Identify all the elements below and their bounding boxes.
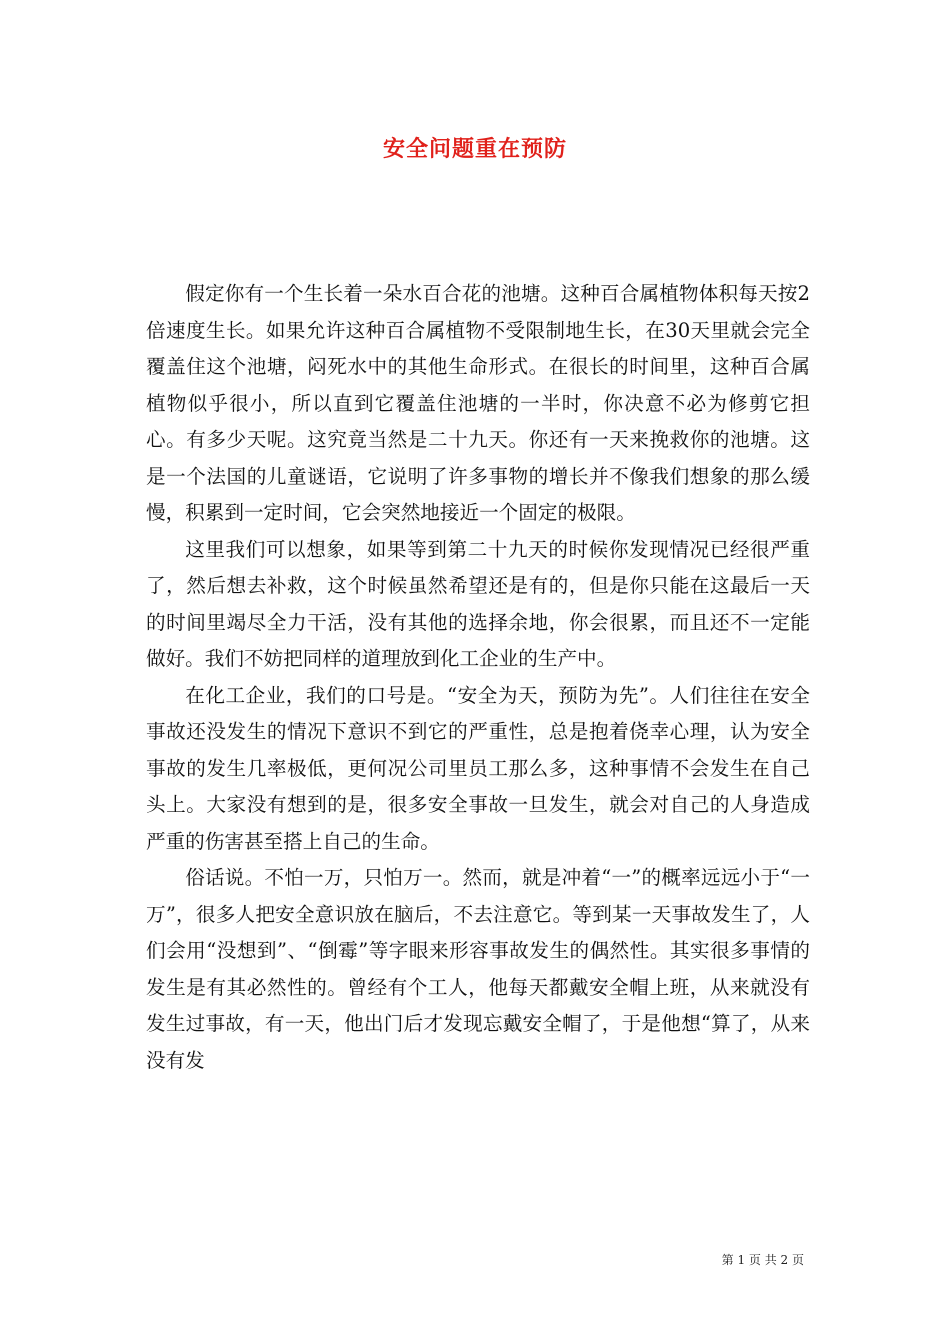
document-body [146,276,810,1079]
paragraph-1: 假定你有一个生长着一朵水百合花的池塘。这种百合属植物体积每天按2倍速度生长。如果允许这种百合属植物不受限制地生长，在30天里就会完全覆盖住这个池塘，闷死水中的其他生命形式。在很长的时间里，这种百合属植物似乎很小，所以直到它覆盖住池塘的一半时，你决意不必为修剪它担心。有多少天呢。这究竟当然是二十九天。你还有一天来挽救你的池塘。这是一个法国的儿童谜语，它说明了许多事物的增长并不像我们想象的那么缓慢，积累到一定时间，它会突然地接近一个固定的极限。 [146,282,810,524]
document-title: 安全问题重在预防 [382,136,567,162]
paragraph-4: 俗话说。不怕一万，只怕万一。然而，就是冲着“一”的概率远远小于“一万”，很多人把安全意识放在脑后，不去注意它。等到某一天事故发生了，人们会用“没想到”、“倒霉”等字眼来形容事故发生的偶然性。其实很多事情的发生是有其必然性的。曾经有个工人，他每天都戴安全帽上班，从来就没有发生过事故，有一天，他出门后才发现忘戴安全帽了，于是他想“算了，从来没有发 [146,866,810,1072]
paragraph-2: 这里我们可以想象，如果等到第二十九天的时候你发现情况已经很严重了，然后想去补救，这个时候虽然希望还是有的，但是你只能在这最后一天的时间里竭尽全力干活，没有其他的选择余地，你会很累，而且还不一定能做好。我们不妨把同样的道理放到化工企业的生产中。 [146,537,810,670]
page-number: 第 1 页 共 2 页 [721,1253,804,1267]
paragraph-3: 在化工企业，我们的口号是。“安全为天，预防为先”。人们往往在安全事故还没发生的情况下意识不到它的严重性，总是抱着侥幸心理，认为安全事故的发生几率极低，更何况公司里员工那么多，这种事情不会发生在自己头上。大家没有想到的是，很多安全事故一旦发生，就会对自己的人身造成严重的伤害甚至搭上自己的生命。 [146,683,810,853]
